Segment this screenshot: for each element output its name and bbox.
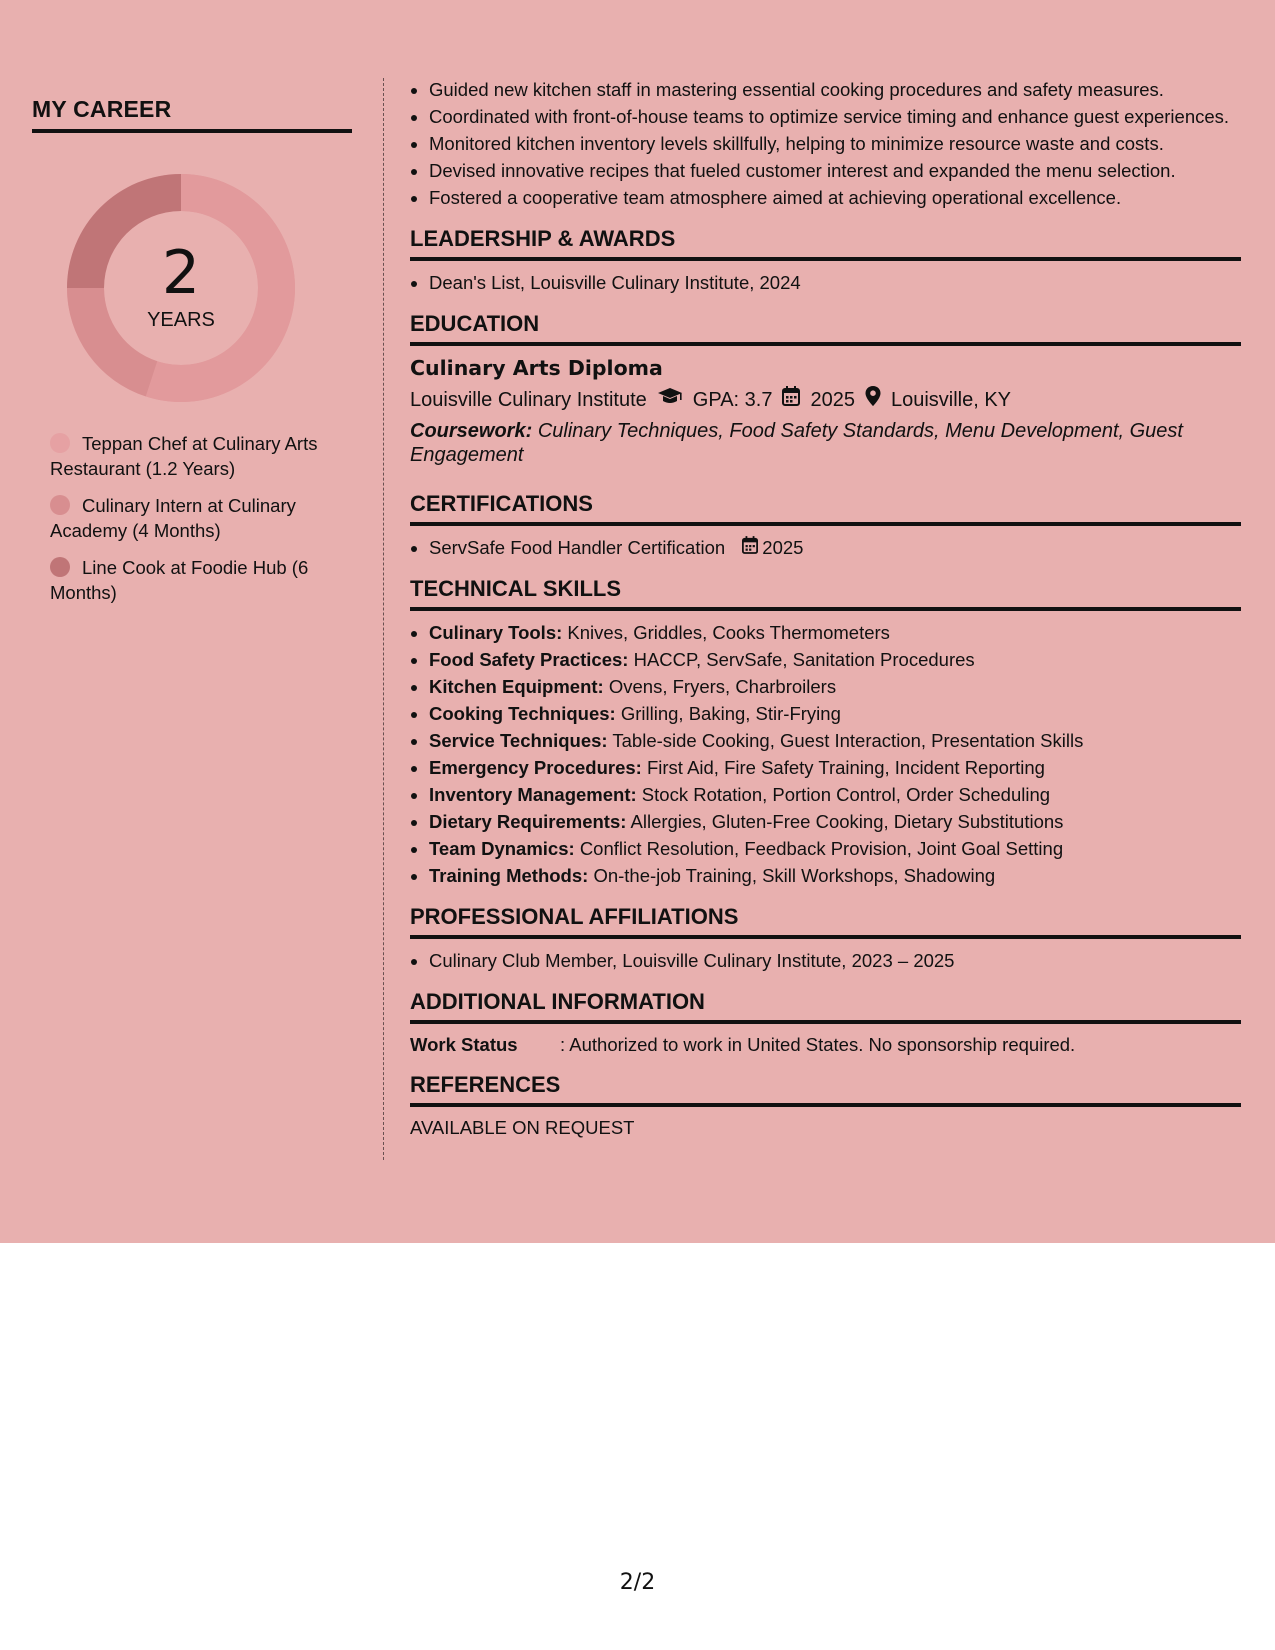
experience-bullet: • Devised innovative recipes that fueled customer interest and expanded the menu selection. [429,159,1241,183]
work-status-value: : Authorized to work in United States. No sponsorship required. [560,1034,1076,1055]
experience-bullets [410,78,1241,210]
skill-item [429,837,1241,861]
career-title: MY CAREER [32,96,352,133]
education-school: Louisville Culinary Institute [410,388,647,411]
skill-value: Allergies, Gluten-Free Cooking, Dietary Substitutions [630,811,1064,832]
education-gpa: GPA: 3.7 [692,388,773,411]
calendar-icon [782,386,800,413]
affiliations-list [410,949,1241,973]
skill-value: Ovens, Fryers, Charbroilers [608,676,837,697]
skills-list [410,621,1241,888]
certifications-list [410,536,1241,560]
skill-label: Inventory Management: [429,784,637,805]
career-years-number: 2 [161,238,201,308]
career-years-unit: YEARS [147,309,215,331]
experience-bullet: • Guided new kitchen staff in mastering essential cooking procedures and safety measures. [429,78,1241,102]
skill-item [429,783,1241,807]
references-text: AVAILABLE ON REQUEST [410,1117,635,1138]
leadership-heading: LEADERSHIP & AWARDS [410,226,1241,261]
education-heading: EDUCATION [410,311,1241,346]
skill-label: Dietary Requirements: [429,811,627,832]
skill-label: Emergency Procedures: [429,757,642,778]
skill-value: Stock Rotation, Portion Control, Order Scheduling [641,784,1051,805]
skill-item [429,864,1241,888]
skill-label: Cooking Techniques: [429,703,616,724]
main-content [410,78,1241,1139]
coursework-text: Culinary Techniques, Food Safety Standards, Menu Development, Guest Engagement [410,420,1183,466]
skill-item [429,756,1241,780]
certification-name: ServSafe Food Handler Certification [429,537,726,558]
certifications-heading: CERTIFICATIONS [410,491,1241,526]
career-legend [50,431,330,605]
skill-item [429,648,1241,672]
legend-label: Teppan Chef at Culinary Arts Restaurant (1.2 Years) [50,433,318,479]
skill-value: Knives, Griddles, Cooks Thermometers [567,622,890,643]
legend-item [50,555,330,605]
graduation-cap-icon [657,386,683,413]
skill-value: Grilling, Baking, Stir-Frying [620,703,841,724]
certification-date [742,536,803,560]
skill-label: Food Safety Practices: [429,649,629,670]
legend-item [50,431,330,481]
skill-item [429,810,1241,834]
legend-label: Culinary Intern at Culinary Academy (4 Months) [50,495,296,541]
education-degree: Culinary Arts Diploma [410,356,663,380]
column-divider [383,78,384,1160]
experience-bullet: • Monitored kitchen inventory levels skillfully, helping to minimize resource waste and costs. [429,132,1241,156]
skill-value: Table-side Cooking, Guest Interaction, Presentation Skills [612,730,1084,751]
career-donut-chart [66,173,296,403]
skill-value: On-the-job Training, Skill Workshops, Shadowing [593,865,996,886]
donut-center [66,173,296,403]
certification-year: 2025 [762,537,804,558]
career-sidebar [32,96,352,617]
experience-bullet: • Fostered a cooperative team atmosphere aimed at achieving operational excellence. [429,186,1241,210]
leadership-item: • Dean's List, Louisville Culinary Institute, 2024 [429,271,1241,295]
legend-dot [50,433,70,453]
coursework-label: Coursework: [410,420,533,442]
education-coursework [410,419,1241,467]
skill-label: Culinary Tools: [429,622,563,643]
skill-label: Team Dynamics: [429,838,575,859]
legend-item [50,493,330,543]
legend-dot [50,495,70,515]
work-status-label: Work Status [410,1034,518,1055]
certification-item [429,536,1241,560]
skill-item [429,702,1241,726]
skill-value: Conflict Resolution, Feedback Provision, Joint Goal Setting [579,838,1064,859]
additional-info-heading: ADDITIONAL INFORMATION [410,989,1241,1024]
education-year: 2025 [810,388,855,411]
skill-label: Training Methods: [429,865,589,886]
skill-item [429,729,1241,753]
education-details [410,386,1241,413]
calendar-icon [742,536,762,560]
legend-label: Line Cook at Foodie Hub (6 Months) [50,557,309,603]
skill-label: Kitchen Equipment: [429,676,604,697]
skill-value: First Aid, Fire Safety Training, Incident Reporting [646,757,1045,778]
references-heading: REFERENCES [410,1072,1241,1107]
skill-item [429,621,1241,645]
skill-item [429,675,1241,699]
skill-label: Service Techniques: [429,730,608,751]
affiliations-heading: PROFESSIONAL AFFILIATIONS [410,904,1241,939]
affiliation-item: • Culinary Club Member, Louisville Culinary Institute, 2023 – 2025 [429,949,1241,973]
education-location: Louisville, KY [890,388,1012,411]
leadership-list [410,271,1241,295]
skills-heading: TECHNICAL SKILLS [410,576,1241,611]
page-number: 2/2 [619,1570,656,1595]
location-pin-icon [865,386,881,413]
work-status-row [410,1034,1241,1056]
skill-value: HACCP, ServSafe, Sanitation Procedures [633,649,975,670]
legend-dot [50,557,70,577]
experience-bullet: • Coordinated with front-of-house teams to optimize service timing and enhance guest experiences. [429,105,1241,129]
